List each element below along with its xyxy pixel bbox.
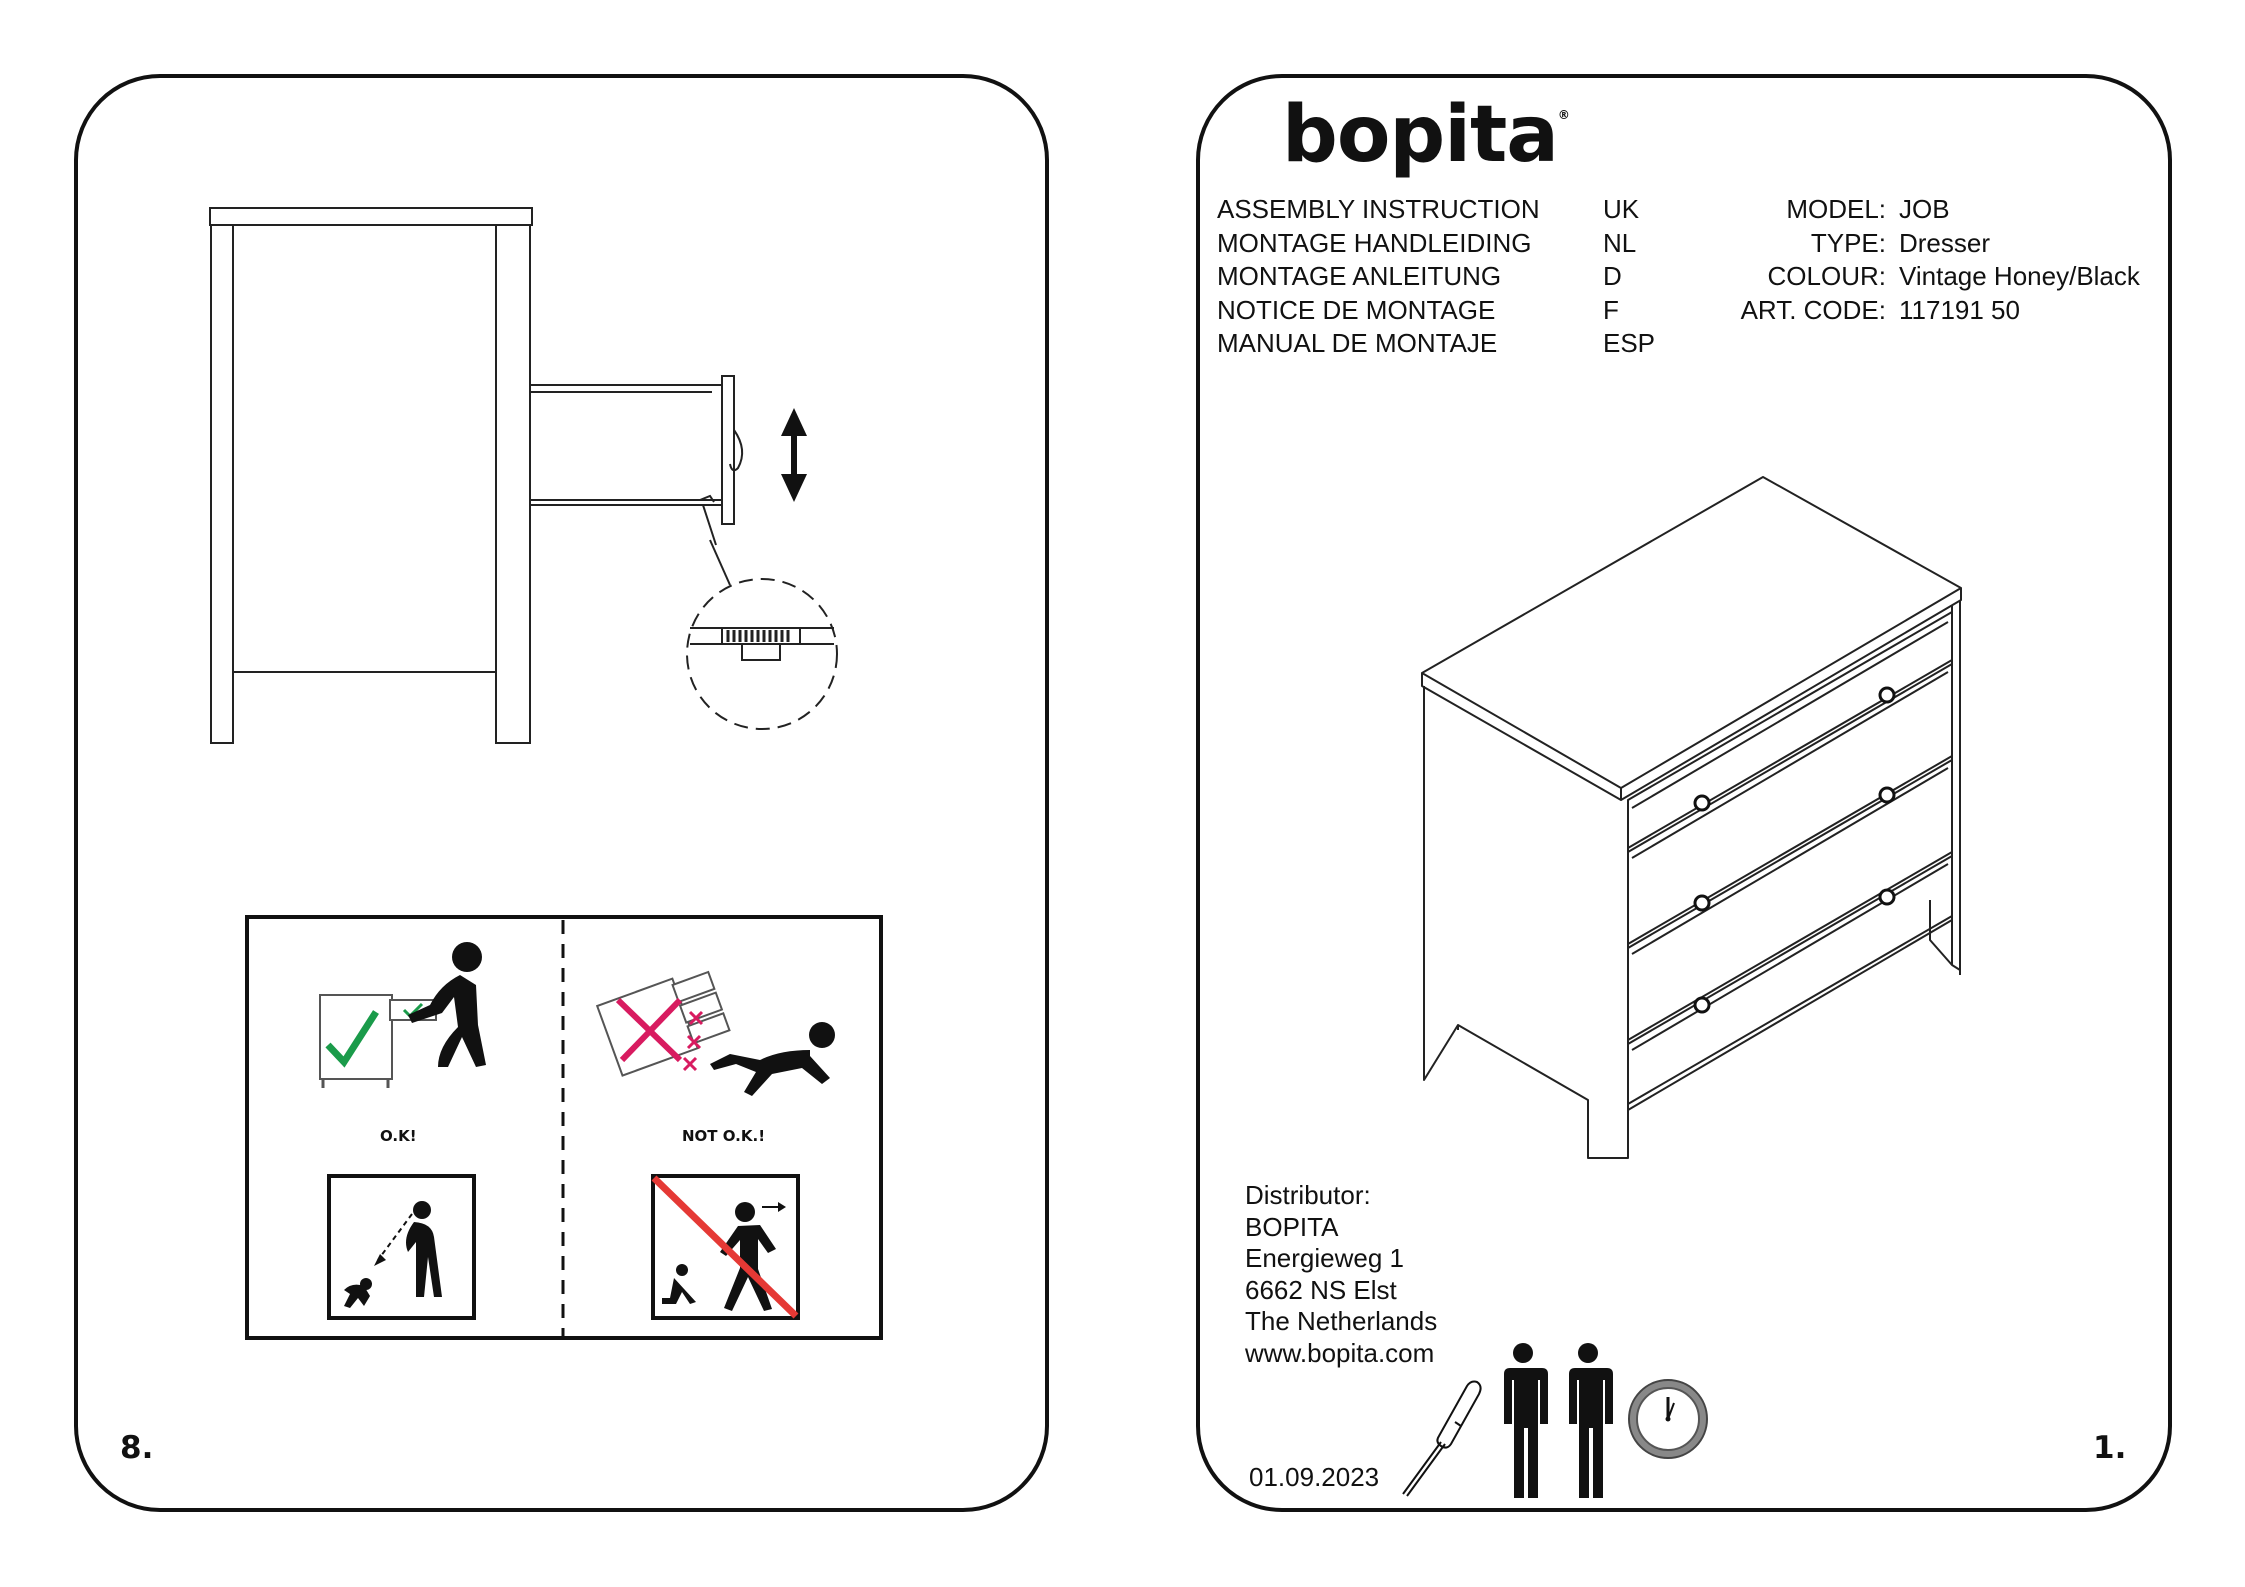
brand-logo: bopita® (1282, 90, 1569, 180)
spec-value: JOB (1899, 194, 1950, 224)
distributor-country: The Netherlands (1245, 1306, 1438, 1336)
publication-date: 01.09.2023 (1249, 1462, 1380, 1492)
distributor-website[interactable]: www.bopita.com (1245, 1337, 1435, 1368)
spec-label: TYPE: (1810, 227, 1886, 258)
instruction-title: ASSEMBLY INSTRUCTION (1217, 194, 1540, 224)
distributor-street: Energieweg 1 (1245, 1243, 1404, 1273)
distributor-address (1245, 1180, 1437, 1369)
clock-icon (1626, 1377, 1710, 1461)
instruction-title: NOTICE DE MONTAGE (1217, 294, 1496, 325)
instruction-title: MANUAL DE MONTAJE (1217, 328, 1498, 358)
distributor-postcode-city: 6662 NS Elst (1245, 1274, 1397, 1305)
spec-label: ART. CODE: (1740, 294, 1886, 325)
page-number-left: 8. (120, 1430, 154, 1466)
screwdriver-icon (1395, 1378, 1485, 1498)
spec-label: COLOUR: (1767, 261, 1886, 291)
not-ok-label: NOT O.K.! (682, 1127, 766, 1145)
spec-value: 117191 50 (1899, 294, 2020, 325)
language-code: UK (1603, 194, 1640, 224)
spec-value: Vintage Honey/Black (1899, 261, 2140, 291)
spec-value: Dresser (1899, 227, 1991, 258)
instruction-title: MONTAGE ANLEITUNG (1217, 261, 1502, 291)
distributor-heading: Distributor: (1245, 1180, 1371, 1210)
language-code: D (1603, 261, 1622, 291)
spec-label: MODEL: (1786, 194, 1886, 224)
language-code: F (1603, 294, 1619, 325)
language-code: NL (1603, 227, 1637, 258)
distributor-name: BOPITA (1245, 1211, 1339, 1242)
two-persons-icon (1492, 1340, 1622, 1498)
instruction-title: MONTAGE HANDLEIDING (1217, 227, 1532, 258)
language-code: ESP (1603, 328, 1656, 358)
page-number-right: 1. (2093, 1430, 2127, 1466)
ok-label: O.K! (380, 1127, 417, 1145)
